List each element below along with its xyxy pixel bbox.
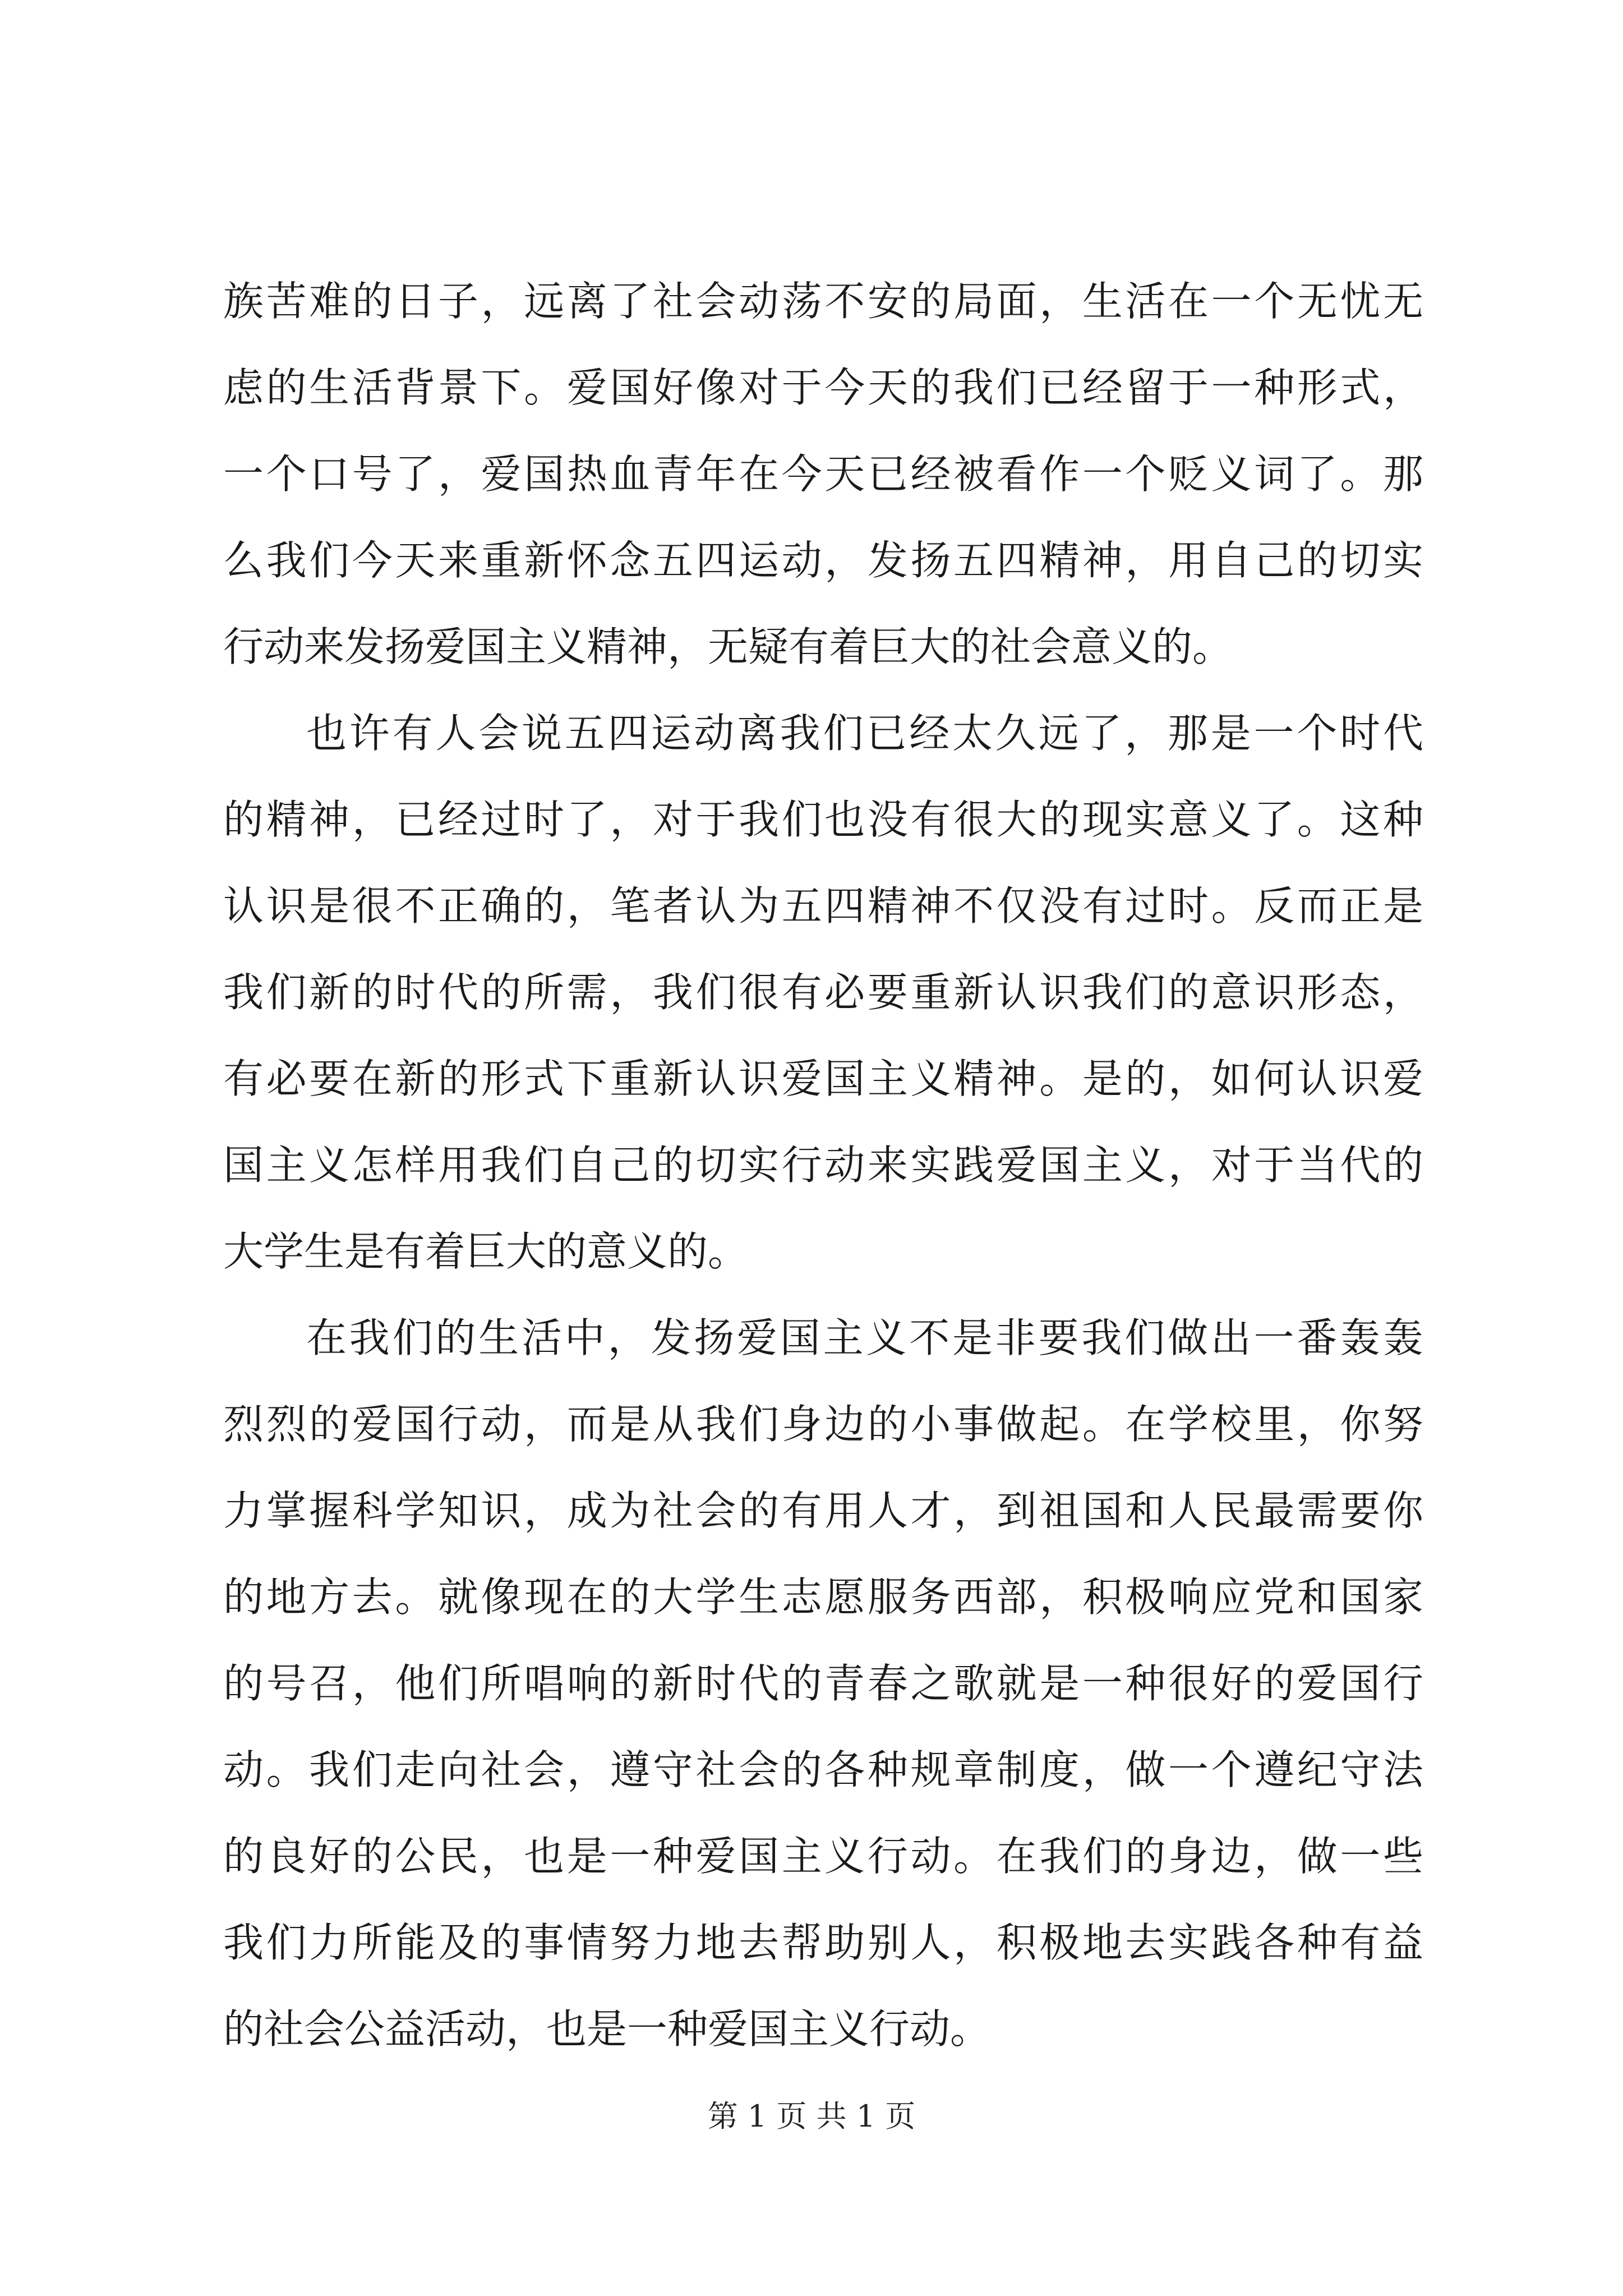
paragraph-2-line-2: 的精神，已经过时了，对于我们也没有很大的现实意义了。这种 xyxy=(223,796,1423,843)
paragraph-3-line-2: 烈烈的爱国行动，而是从我们身边的小事做起。在学校里，你努 xyxy=(223,1401,1423,1448)
paragraph-3-line-4: 的地方去。就像现在的大学生志愿服务西部，积极响应党和国家 xyxy=(223,1573,1423,1621)
paragraph-1-line-5: 行动来发扬爱国主义精神，无疑有着巨大的社会意义的。 xyxy=(223,623,1233,670)
page-footer xyxy=(0,2097,1623,2136)
paragraph-2-line-5: 有必要在新的形式下重新认识爱国主义精神。是的，如何认识爱 xyxy=(223,1055,1423,1102)
paragraph-1-line-3: 一个口号了，爱国热血青年在今天已经被看作一个贬义词了。那 xyxy=(223,450,1423,498)
paragraph-2-line-4: 我们新的时代的所需，我们很有必要重新认识我们的意识形态， xyxy=(223,969,1423,1016)
paragraph-3-line-5: 的号召，他们所唱响的新时代的青春之歌就是一种很好的爱国行 xyxy=(223,1660,1423,1707)
paragraph-3-line-6: 动。我们走向社会，遵守社会的各种规章制度，做一个遵纪守法 xyxy=(223,1746,1423,1793)
paragraph-3-line-9: 的社会公益活动，也是一种爱国主义行动。 xyxy=(223,2005,991,2053)
paragraph-3-line-3: 力掌握科学知识，成为社会的有用人才，到祖国和人民最需要你 xyxy=(223,1487,1423,1534)
paragraph-3-line-1: 在我们的生活中，发扬爱国主义不是非要我们做出一番轰轰 xyxy=(306,1314,1423,1361)
paragraph-1-line-4: 么我们今天来重新怀念五四运动，发扬五四精神，用自己的切实 xyxy=(223,537,1423,584)
page-number-label: 第 1 页 共 1 页 xyxy=(707,2099,916,2134)
body-text xyxy=(223,258,1423,2072)
paragraph-1-line-2: 虑的生活背景下。爱国好像对于今天的我们已经留于一种形式， xyxy=(223,364,1423,411)
paragraph-2-line-7: 大学生是有着巨大的意义的。 xyxy=(223,1228,749,1275)
paragraph-3-line-8: 我们力所能及的事情努力地去帮助别人，积极地去实践各种有益 xyxy=(223,1919,1423,1966)
paragraph-2-line-3: 认识是很不正确的，笔者认为五四精神不仅没有过时。反而正是 xyxy=(223,882,1423,930)
paragraph-2-line-1: 也许有人会说五四运动离我们已经太久远了，那是一个时代 xyxy=(306,710,1423,757)
paragraph-3-line-7: 的良好的公民，也是一种爱国主义行动。在我们的身边，做一些 xyxy=(223,1833,1423,1880)
paragraph-2-line-6: 国主义怎样用我们自己的切实行动来实践爱国主义，对于当代的 xyxy=(223,1142,1423,1189)
paragraph-1-line-1: 族苦难的日子，远离了社会动荡不安的局面，生活在一个无忧无 xyxy=(223,278,1423,325)
